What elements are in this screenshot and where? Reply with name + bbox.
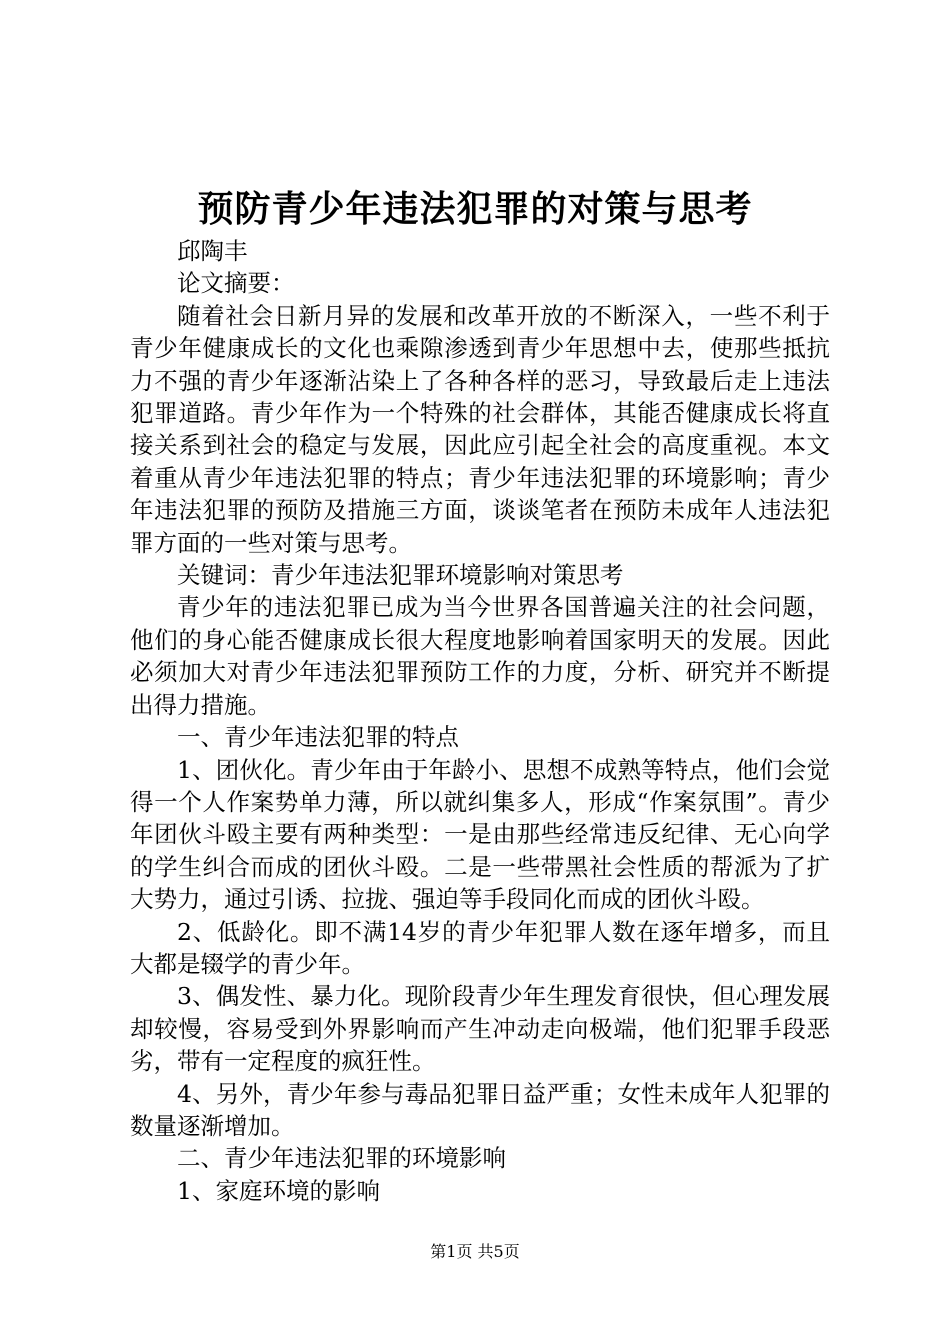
- subsection-heading: 1、家庭环境的影响: [177, 1176, 380, 1205]
- document-title: 预防青少年违法犯罪的对策与思考: [197, 188, 753, 230]
- body-paragraph: 3、偶发性、暴力化。现阶段青少年生理发育很快，但心理发展却较慢，容易受到外界影响而产生冲动走向极端，他们犯罪手段恶劣，带有一定程度的疯狂性。: [130, 982, 830, 1076]
- section-heading-1: 一、青少年违法犯罪的特点: [177, 723, 459, 752]
- abstract-paragraph: 随着社会日新月异的发展和改革开放的不断深入，一些不利于青少年健康成长的文化也乘隙渗透到青少年思想中去，使那些抵抗力不强的青少年逐渐沾染上了各种各样的恶习，导致最后走上违法犯罪道路。青少年作为一个特殊的社会群体，其能否健康成长将直接关系到社会的稳定与发展，因此应引起全社会的高度重视。本文着重从青少年违法犯罪的特点；青少年违法犯罪的环境影响；青少年违法犯罪的预防及措施三方面，谈谈笔者在预防未成年人违法犯罪方面的一些对策与思考。: [130, 301, 830, 557]
- keywords-line: 关键词：青少年违法犯罪环境影响对策思考: [177, 561, 624, 590]
- author-line: 邱陶丰: [177, 237, 248, 265]
- page-footer: 第1页 共5页: [430, 1242, 520, 1261]
- body-paragraph: 4、另外，青少年参与毒品犯罪日益严重；女性未成年人犯罪的数量逐渐增加。: [130, 1079, 830, 1140]
- abstract-heading: 论文摘要：: [177, 269, 295, 298]
- section-heading-2: 二、青少年违法犯罪的环境影响: [177, 1144, 506, 1173]
- body-paragraph: 2、低龄化。即不满14岁的青少年犯罪人数在逐年增多，而且大都是辍学的青少年。: [130, 917, 830, 978]
- intro-paragraph: 青少年的违法犯罪已成为当今世界各国普遍关注的社会问题，他们的身心能否健康成长很大程度地影响着国家明天的发展。因此必须加大对青少年违法犯罪预防工作的力度，分析、研究并不断提出得力措施。: [130, 593, 830, 719]
- document-body: [130, 235, 830, 1207]
- body-paragraph: 1、团伙化。青少年由于年龄小、思想不成熟等特点，他们会觉得一个人作案势单力薄，所以就纠集多人，形成“作案氛围”。青少年团伙斗殴主要有两种类型：一是由那些经常违反纪律、无心向学的学生纠合而成的团伙斗殴。二是一些带黑社会性质的帮派为了扩大势力，通过引诱、拉拢、强迫等手段同化而成的团伙斗殴。: [130, 755, 830, 914]
